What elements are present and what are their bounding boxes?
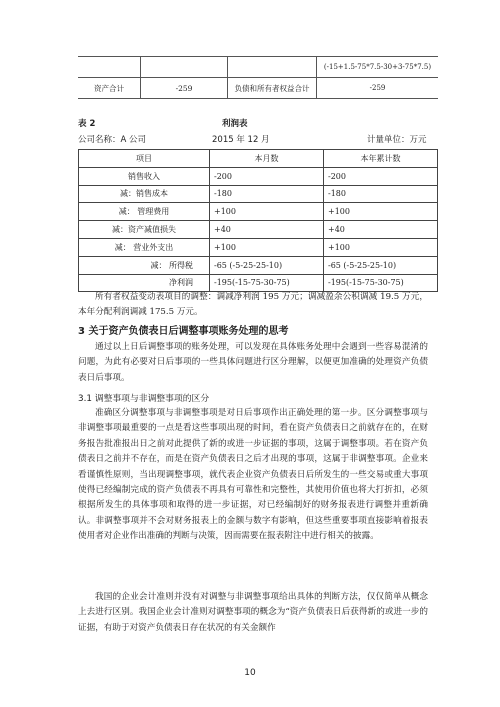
row-item: 减： 营业外支出 bbox=[79, 238, 210, 256]
month-value: +100 bbox=[210, 238, 324, 256]
month-value: -200 bbox=[210, 167, 324, 185]
last-paragraph bbox=[78, 590, 428, 636]
month-value: +100 bbox=[210, 203, 324, 221]
paragraph-text: 准确区分调整事项与非调整事项是对日后事项作出正确处理的第一步。区分调整事项与非调整事项最重要的一点是看这些事项出现的时间，看在资产负债表日之前就存在的，在财务报告批准报出日之前对此提供了新的或进一步证据的事项，这属于调整事项。若在资产负债表日之前并不存在，而是在资产负债表日之后才出现的事项，这属于非调整事项。企业来看谨慎性原则，当出现调整事项，就代表企业资产负债表日后所发生的一些交易或重大事项使得已经编制完成的资产负债表不再具有可靠性和完整性，其使用价值也将大打折扣，必须根据所发生的具体事项和取得的进一步证据，对已经编制好的财务报表进行调整并重新确认。非调整事项并不会对财务报表上的金额与数字有影响，但这些重要事项直接影响着报表使用者对企业作出准确的判断与决策，因而需要在报表附注中进行相关的披露。 bbox=[78, 408, 428, 542]
table-row bbox=[79, 167, 438, 185]
table-label: 表 2 bbox=[78, 119, 96, 129]
table-cell: -259 bbox=[141, 78, 228, 99]
balance-sheet-table-fragment bbox=[78, 56, 438, 99]
table-header-row bbox=[79, 150, 438, 168]
column-header: 项目 bbox=[79, 150, 210, 168]
year-value: +100 bbox=[324, 238, 438, 256]
row-item: 减：销售成本 bbox=[79, 185, 210, 203]
table-row bbox=[79, 203, 438, 221]
table-row bbox=[78, 57, 438, 78]
table-cell bbox=[228, 57, 317, 78]
month-value: -195(-15-75-30-75) bbox=[210, 274, 324, 292]
year-value: -180 bbox=[324, 185, 438, 203]
table-row bbox=[79, 221, 438, 239]
table-row bbox=[78, 78, 438, 99]
row-item: 减：资产减值损失 bbox=[79, 221, 210, 239]
year-value: -65 (-5-25-25-10) bbox=[324, 256, 438, 274]
year-value: +40 bbox=[324, 221, 438, 239]
table-row bbox=[79, 256, 438, 274]
row-item: 净利润 bbox=[79, 274, 210, 292]
paragraph-text: 所有者权益变动表项目的调整：调减净利润 195 万元；调减盈余公积调减 19.5 万元，本年分配利润调减 175.5 万元。 bbox=[78, 292, 428, 318]
table-cell bbox=[141, 57, 228, 78]
table-cell bbox=[78, 57, 141, 78]
table-row bbox=[79, 185, 438, 203]
paragraph-text: 通过以上日后调整事项的账务处理，可以发现在具体账务处理中会遇到一些容易混淆的问题，为此有必要对日后事项的一些具体问题进行区分理解，以便更加准确的处理资产负债表日后事项。 bbox=[78, 342, 428, 383]
table-row bbox=[79, 238, 438, 256]
year-value: -200 bbox=[324, 167, 438, 185]
table-cell: 资产合计 bbox=[78, 78, 141, 99]
month-value: -180 bbox=[210, 185, 324, 203]
equity-adjustment-paragraph bbox=[78, 290, 428, 321]
page-number: 10 bbox=[244, 668, 256, 678]
year-value: +100 bbox=[324, 203, 438, 221]
company-name: 公司名称：A 公司 bbox=[78, 135, 147, 145]
row-item: 减： 所得税 bbox=[79, 256, 210, 274]
paragraph-text: 我国的企业会计准则并没有对调整与非调整事项给出具体的判断方法，仅仅简单从概念上去进行区别。我国企业会计准则对调整事项的概念为“资产负债表日后获得新的或进一步的证据，有助于对资产负债表日存在状况的有关金额作 bbox=[78, 592, 428, 633]
section-3-1-paragraph bbox=[78, 406, 428, 545]
subsection-heading: 3.1 调整事项与非调整事项的区分 bbox=[78, 394, 210, 404]
row-item: 销售收入 bbox=[79, 167, 210, 185]
income-statement-table bbox=[78, 149, 438, 292]
table-cell: -259 bbox=[317, 78, 439, 99]
table-cell: 负债和所有者权益合计 bbox=[228, 78, 317, 99]
month-value: -65 (-5-25-25-10) bbox=[210, 256, 324, 274]
month-value: +40 bbox=[210, 221, 324, 239]
section-heading: 3 关于资产负债表日后调整事项账务处理的思考 bbox=[78, 326, 289, 337]
column-header: 本月数 bbox=[210, 150, 324, 168]
year-value: -195(-15-75-30-75) bbox=[324, 274, 438, 292]
table-title: 利润表 bbox=[222, 119, 248, 129]
intro-paragraph bbox=[78, 340, 428, 386]
column-header: 本年累计数 bbox=[324, 150, 438, 168]
table-cell: (-15+1.5-75*7.5-30+3-75*7.5) bbox=[317, 57, 439, 78]
row-item: 减： 管理费用 bbox=[79, 203, 210, 221]
report-period: 2015 年 12 月 bbox=[212, 135, 270, 145]
unit-label: 计量单位：万元 bbox=[367, 135, 427, 145]
